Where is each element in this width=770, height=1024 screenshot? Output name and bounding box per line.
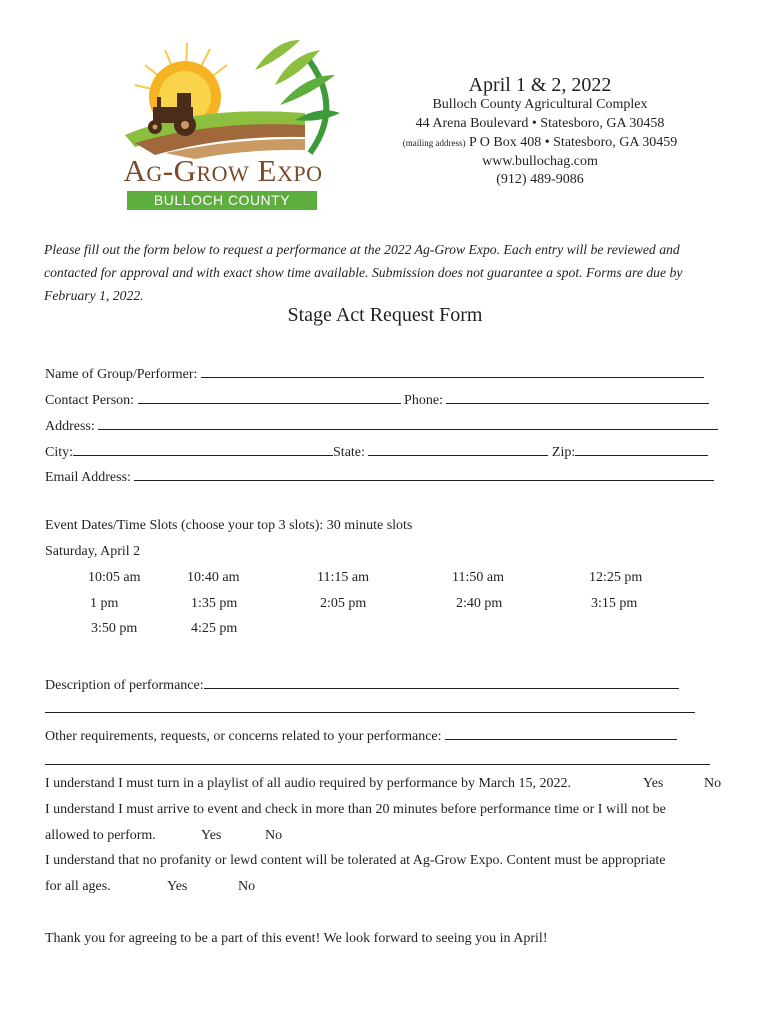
arrival-agreement-line-2: allowed to perform. <box>45 828 156 843</box>
zip-label: Zip: <box>551 445 576 460</box>
profanity-agreement-line-2: for all ages. <box>45 879 111 894</box>
phone-label: Phone: <box>404 393 443 408</box>
requirements-label: Other requirements, requests, or concerns related to your performance: <box>45 729 442 744</box>
address-label: Address: <box>45 419 95 434</box>
email-row <box>45 466 714 486</box>
arrival-yes-option[interactable]: Yes <box>201 828 222 843</box>
state-label: State: <box>333 445 365 460</box>
arrival-no-option[interactable]: No <box>265 828 283 843</box>
closing-text: Thank you for agreeing to be a part of this event! We look forward to seeing you in April! <box>45 931 548 946</box>
mailing-label: (mailing address) <box>402 138 466 148</box>
phone-field[interactable] <box>446 389 709 404</box>
group-label: Name of Group/Performer: <box>45 367 198 382</box>
time-slot[interactable]: 4:25 pm <box>191 621 238 636</box>
time-slot[interactable]: 3:50 pm <box>91 621 138 636</box>
description-field-line-2[interactable] <box>45 712 695 713</box>
time-slot[interactable]: 10:05 am <box>88 570 141 585</box>
playlist-agreement: I understand I must turn in a playlist of all audio required by performance by March 15, 2022. <box>45 776 572 791</box>
playlist-no-option[interactable]: No <box>704 776 722 791</box>
email-field[interactable] <box>134 466 714 481</box>
description-field[interactable] <box>204 674 679 689</box>
requirements-field-line-2[interactable] <box>45 764 710 765</box>
email-label: Email Address: <box>45 470 131 485</box>
contact-phone: (912) 489-9086 <box>496 172 584 187</box>
slots-day: Saturday, April 2 <box>45 544 141 559</box>
contact-row <box>45 389 709 409</box>
zip-field[interactable] <box>575 441 708 456</box>
group-row <box>45 363 704 383</box>
time-slot[interactable]: 1 pm <box>90 596 119 611</box>
description-row <box>45 674 679 694</box>
description-label: Description of performance: <box>45 678 204 693</box>
profanity-no-option[interactable]: No <box>238 879 256 894</box>
mailing-address <box>380 135 700 151</box>
address-row <box>45 415 718 435</box>
city-row <box>45 441 708 461</box>
city-field[interactable] <box>73 441 333 456</box>
group-field[interactable] <box>201 363 704 378</box>
farm-scene-icon <box>105 35 345 160</box>
requirements-row <box>45 725 677 745</box>
requirements-field[interactable] <box>445 725 677 740</box>
arrival-agreement-line-1: I understand I must arrive to event and check in more than 20 minutes before performance time or I will not be <box>45 802 666 817</box>
city-label: City: <box>45 445 74 460</box>
website-link[interactable]: www.bullochag.com <box>482 154 598 169</box>
time-slot[interactable]: 11:15 am <box>317 570 369 585</box>
logo-banner: BULLOCH COUNTY <box>127 191 317 210</box>
intro-text: Please fill out the form below to request a performance at the 2022 Ag-Grow Expo. Each entry will be reviewed and contacted for approval and with exact show time available. Submission does not guarantee a spot. Forms are due by February 1, 2022. <box>44 242 683 303</box>
time-slot[interactable]: 11:50 am <box>452 570 504 585</box>
slots-heading: Event Dates/Time Slots (choose your top 3 slots): 30 minute slots <box>45 518 413 533</box>
time-slot[interactable]: 2:40 pm <box>456 596 503 611</box>
form-title: Stage Act Request Form <box>287 304 483 326</box>
state-field[interactable] <box>368 441 548 456</box>
time-slot[interactable]: 10:40 am <box>187 570 240 585</box>
profanity-agreement-line-1: I understand that no profanity or lewd content will be tolerated at Ag-Grow Expo. Content must be appropriate <box>45 853 666 868</box>
time-slot[interactable]: 1:35 pm <box>191 596 238 611</box>
mailing-address-text: P O Box 408 • Statesboro, GA 30459 <box>469 135 678 150</box>
time-slot[interactable]: 2:05 pm <box>320 596 367 611</box>
ag-grow-expo-logo <box>105 35 345 215</box>
contact-field[interactable] <box>138 389 401 404</box>
profanity-yes-option[interactable]: Yes <box>167 879 188 894</box>
contact-label: Contact Person: <box>45 393 135 408</box>
event-date: April 1 & 2, 2022 <box>468 74 612 96</box>
playlist-yes-option[interactable]: Yes <box>643 776 664 791</box>
time-slot[interactable]: 3:15 pm <box>591 596 638 611</box>
venue-name: Bulloch County Agricultural Complex <box>432 97 648 112</box>
address-field[interactable] <box>98 415 718 430</box>
venue-address: 44 Arena Boulevard • Statesboro, GA 30458 <box>415 116 665 131</box>
logo-title: Ag-Grow Expo <box>123 153 323 188</box>
time-slot[interactable]: 12:25 pm <box>589 570 643 585</box>
